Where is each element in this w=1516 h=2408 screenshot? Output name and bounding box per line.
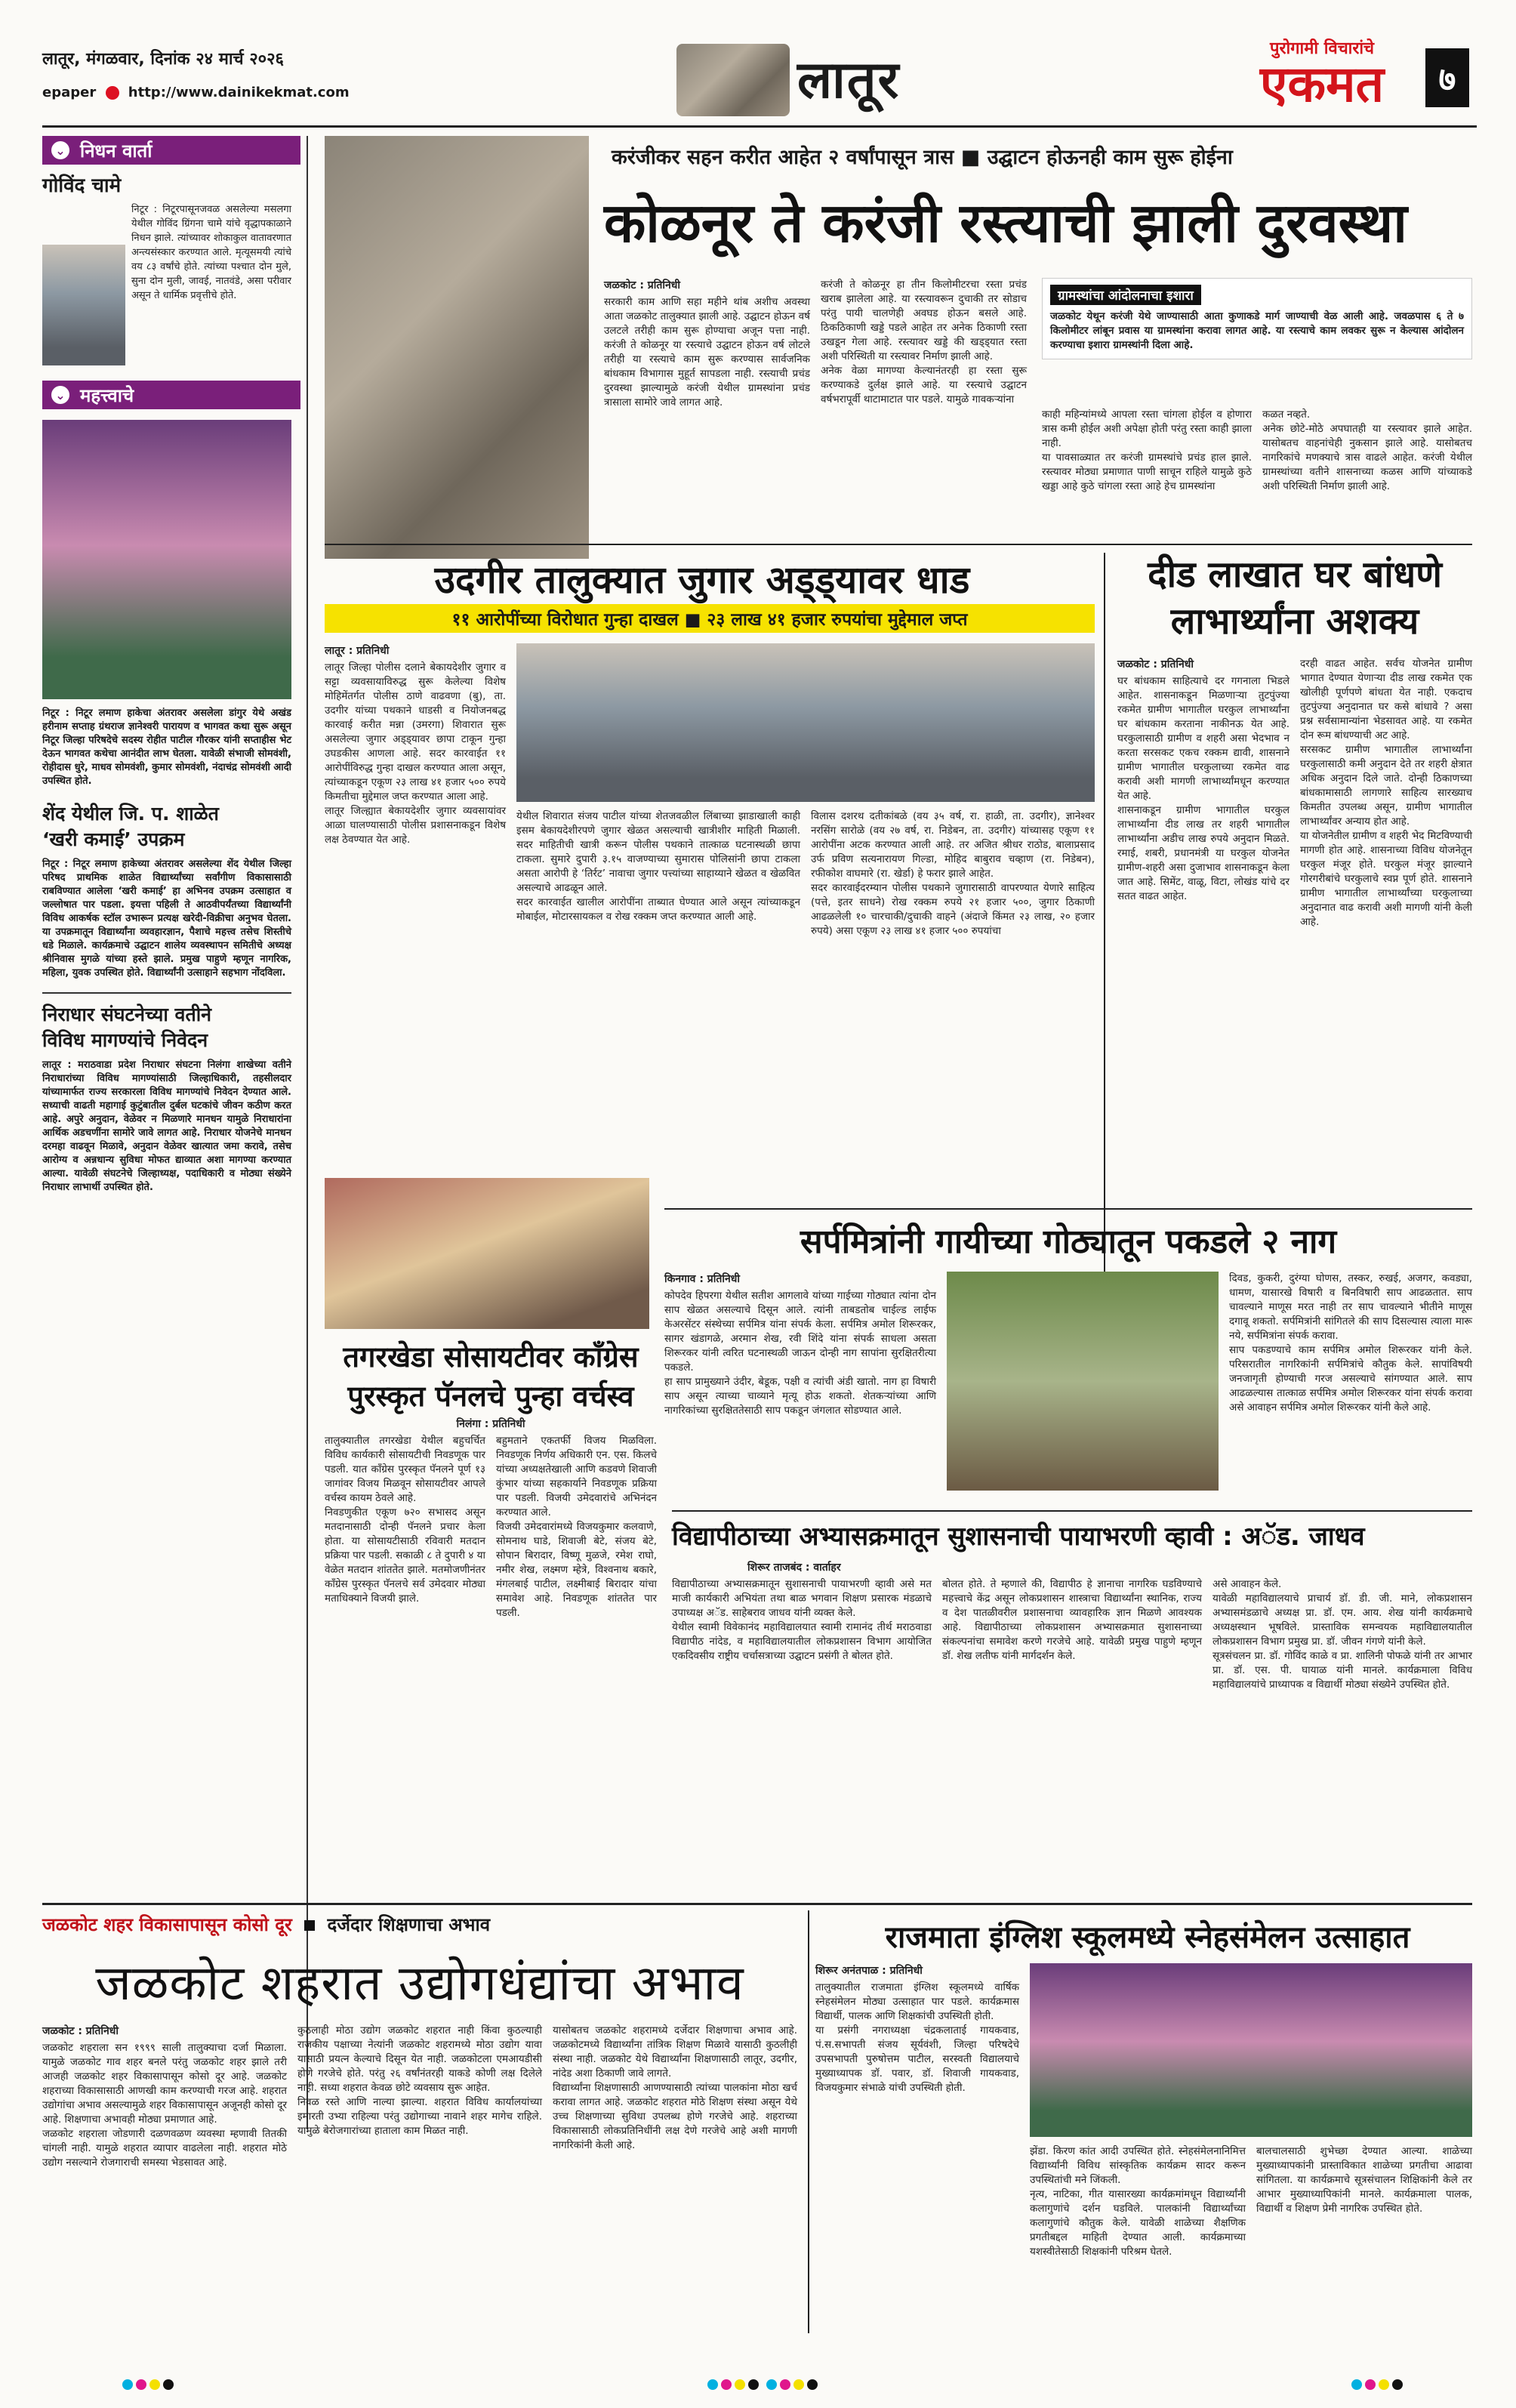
left-sidebar <box>42 136 308 2129</box>
industry-col2: कुठलाही मोठा उद्योग जळकोट शहरात नाही किंवा कुठल्याही राजकीय पक्षाच्या नेत्यांनी जळकोट शहरामध्ये मोठा उद्योग यावा यासाठी प्रयत्न केल्याचे दिसून येत नाही. जळकोटला एमआयडीसी होणे गरजेचे होते. परंतु २६ वर्षांनंतरही याकडे कोणी लक्ष दिलेले नाही. सध्या शहरात केवळ छोटे व्यवसाय सुरू आहेत. निवळ रस्ते आणि नाल्या झाल्या. शहरात विविध कार्यालयांच्या इमारती उभ्या राहिल्या परंतु उद्योगाच्या नावाने शहर मागेच राहिले. यामुळे बेरोजगारांच्या हाताला काम मिळत नाही. <box>297 2024 542 2137</box>
school-byline: शिरूर अनंतपाळ : प्रतिनिधी <box>815 1965 923 1977</box>
page-number: ७ <box>1425 48 1469 107</box>
road-alert-title: ग्रामस्थांचा आंदोलनाचा इशारा <box>1050 285 1201 305</box>
kirtan-caption: निटूर : निटूर लमाण हाकेचा अंतरावर असलेला डांगुर येथे अखंड हरीनाम सप्ताह ग्रंथराज ज्ञानेश्वरी पारायण व भागवत कथा सुरू असून निटूर जिल्हा परिषदेचे सदस्य रोहीत पाटील गौरकर यांनी सप्ताहीस भेट देऊन भागवत कथेचा आनंदीत लाभ घेतला. यावेळी संभाजी सोमवंशी, रोहीदास धुरे, माधव सोमवंशी, कुमार सोमवंशी, नंदाचंद्र सोमवंशी आदी उपस्थित होते. <box>42 708 291 787</box>
masthead <box>42 36 1477 150</box>
university-col3: असे आवाहन केले. यावेळी महाविद्यालयाचे प्राचार्य डॉ. डी. जी. माने, लोकप्रशासन अभ्यासमंडळाचे अध्यक्ष प्रा. डॉ. एम. आय. शेख यांनी कार्यक्रमाचे अध्यक्षस्थान भूषविले. प्रास्ताविक समन्वयक महाविद्यालयातील लोकप्रशासन विभाग प्रमुख प्रा. डॉ. जीवन गंगणे यांनी केले. सूत्रसंचलन प्रा. डॉ. गोविंद काळे व प्रा. शालिनी पोफळे यांनी तर आभार प्रा. डॉ. एस. पी. घायाळ यांनी मानले. कार्यक्रमाला विविध महाविद्यालयांचे प्राध्यापक व विद्यार्थी मोठ्या संख्येने उपस्थित होते. <box>1212 1578 1472 1691</box>
industry-kicker <box>42 1912 797 1937</box>
epaper-label: epaper <box>42 85 97 100</box>
congress-byline: निलंगा : प्रतिनिधी <box>456 1418 525 1430</box>
school-headline: राजमाता इंग्लिश स्कूलमध्ये स्नेहसंमेलन उत्साहात <box>885 1920 1410 1955</box>
university-col1: विद्यापीठाच्या अभ्यासक्रमातून सुशासनाची पायाभरणी व्हावी असे मत माजी कार्यकारी अभियंता तथा बाळ भगवान शिक्षण प्रसारक मंडळाचे उपाध्यक्ष अॅड. साहेबराव जाधव यांनी व्यक्त केले. येथील स्वामी विवेकानंद महाविद्यालयात स्वामी रामानंद तीर्थ मराठवाडा विद्यापीठ नांदेड, व महाविद्यालयातील लोकप्रशासन विभाग आयोजित एकदिवसीय राष्ट्रीय चर्चासत्राच्या उद्घाटन प्रसंगी ते बोलत होते. <box>672 1578 932 1662</box>
road-col1: सरकारी काम आणि सहा महीने थांब अशीच अवस्था आता जळकोट तालुक्यात झाली आहे. उद्घाटन होऊन वर्ष उलटले तरीही काम सुरू होण्याचा अजून पत्ता नाही. करंजी ते कोळनूर या रस्त्याचे उद्घाटन होऊन वर्ष लोटले तरीही या रस्त्याचे काम सुरू करण्यास सार्वजनिक बांधकाम विभागास मुहूर्त सापडला नाही. रस्त्याची प्रचंड दुरवस्था झाल्यामुळे करंजी येथील ग्रामस्थांना प्रचंड त्रासाला सामोरे जावे लागत आहे. <box>604 296 810 409</box>
epaper-line <box>42 85 350 100</box>
congress-body <box>325 1417 657 1620</box>
gambling-col2: येथील शिवारात संजय पाटील यांच्या शेतजवळील लिंबाच्या झाडाखाली काही इसम बेकायदेशीरपणे जुगार खेळत असल्याची खात्रीशीर माहिती मिळाली. सदर माहितीची खात्री करून पोलीस पथकाने तात्काळ घटनास्थळी छापा टाकला. सुमारे दुपारी ३.१५ वाजण्याच्या सुमारास पोलिसांनी छापा टाकला असता आरोपी हे ‘तिर्रट’ नावाचा जुगार पत्त्यांच्या साहाय्याने खेळत व खेळवित असल्याचे आढळून आले. सदर कारवाईत खालील आरोपींना ताब्यात घेण्यात आले असून त्यांच्याकडून मोबाईल, मोटारसायकल व रोख रक्कम जप्त करण्यात आली आहे. <box>516 810 800 923</box>
school-event-photo <box>1030 1963 1472 2137</box>
congress-col2: बहुमताने एकतर्फी विजय मिळविला. निवडणूक निर्णय अधिकारी एन. एस. किलचे यांच्या अध्यक्षतेखाली आणि कडवणे शिवाजी कुंभार यांच्या सहकार्याने निवडणूक प्रक्रिया पार पडली. विजयी उमेदवारांचे अभिनंदन करण्यात आले. विजयी उमेदवारांमध्ये विजयकुमार कलवाणे, सोमनाथ घाडे, शिवाजी बेटे, संजय बेटे, सोपान बिरादार, विष्णू मुळजे, रमेश राघो, नमीर शेख, लक्ष्मण म्हेत्रे, विश्वनाथ बकारे, मंगलबाई पाटील, लक्ष्मीबाई बिरादार यांचा समावेश आहे. निवडणूक शांततेत पार पडली. <box>496 1435 657 1619</box>
industry-kicker-red: जळकोट शहर विकासापासून कोसो दूर <box>42 1914 292 1935</box>
kirtan-event-photo <box>42 420 291 699</box>
industry-col1: जळकोट शहराला सन १९९९ साली तालुक्याचा दर्जा मिळाला. यामुळे जळकोट गाव शहर बनले परंतु जळकोट शहर झाले तरी आजही जळकोट शहर विकासापासून कोसो दूर आहे. जळकोट शहराच्या विकासासाठी आणखी काम करण्याची गरज आहे. शहरात उद्योगांचा अभाव असल्यामुळे शहर विकासापासून अजूनही कोसो दूर आहे. शिक्षणाचा अभावही मोठ्या प्रमाणात आहे. जळकोट शहराला जोडणारी दळणवळण व्यवस्था म्हणावी तितकी चांगली नाही. यामुळे शहरात व्यापार वाढलेला नाही. शहरात मोठे उद्योग नसल्याने रोजगाराची समस्या भेडसावत आहे. <box>42 2042 287 2169</box>
color-dots-left <box>121 2379 175 2393</box>
school-body <box>815 1963 1472 2259</box>
road-body <box>604 278 1027 410</box>
demand-heading-line1: निराधार संघटनेच्या वतीने <box>42 1004 212 1025</box>
brand-name: एकमत <box>1259 55 1385 113</box>
road-body-right <box>1042 408 1472 494</box>
registration-marks <box>121 2379 1404 2393</box>
gambling-byline: लातूर : प्रतिनिधी <box>325 645 390 657</box>
city-title: लातूर <box>797 51 901 110</box>
obituary-heading-label: निधन वार्ता <box>80 140 153 162</box>
road-byline: जळकोट : प्रतिनिधी <box>604 279 681 291</box>
university-col2: बोलत होते. ते म्हणाले की, विद्यापीठ हे ज्ञानाचा नागरिक घडविण्याचे महत्त्वाचे केंद्र असून लोकप्रशासन शास्त्राचा विद्यार्थ्यांना स्थानिक, राज्य व देश पातळीवरील प्रशासनाचा व्यावहारिक ज्ञान मिळणे आवश्यक आहे. विद्यापीठाच्या लोकप्रशासन अभ्यासक्रमात सुशासनाच्या संकल्पनांचा समावेश करणे गरजेचे आहे. यावेळी प्रमुख पाहुणे म्हणून डॉ. शेख लतीफ यांनी मार्गदर्शन केले. <box>942 1578 1202 1662</box>
section-divider <box>325 544 1472 545</box>
snake-byline: किनगाव : प्रतिनिधी <box>664 1273 740 1285</box>
snake-rescue-photo <box>947 1272 1219 1491</box>
school-col1: तालुक्यातील राजमाता इंग्लिश स्कूलमध्ये वार्षिक स्नेहसंमेलन मोठ्या उत्साहात पार पडले. कार्यक्रमास विद्यार्थी, पालक आणि शिक्षकांची उपस्थिती होती. या प्रसंगी नगराध्यक्षा चंद्रकलाताई गायकवाड, पं.स.सभापती संजय सूर्यवंशी, जिल्हा परिषदेचे उपसभापती पुरुषोत्तम पाटील, सरस्वती विद्यालयाचे मुख्याध्यापक डॉ. पवार, डॉ. शिवाजी गायकवाड, विजयकुमार संभाळे यांची उपस्थिती होती. <box>815 1981 1019 2094</box>
university-byline: शिरूर ताजबंद : वार्ताहर <box>747 1562 841 1574</box>
snake-col2: दिवड, कुकरी, दुरंग्या घोणस, तस्कर, रुखई, अजगर, कवड्या, धामण, यासारखे विषारी व बिनविषारी साप आढळतात. साप चावल्याने माणूस मरत नाही तर साप चावल्याने भीतीने माणूस दगावू शकतो. सर्पमित्रांनी सांगितले की साप दिसल्यास त्याला मारू नये, सर्पमित्रांना संपर्क करावा. साप पकडण्याचे काम सर्पमित्र अमोल शिरूरकर यांनी केले. परिसरातील नागरिकांनी सर्पमित्रांचे कौतुक केले. सापांविषयी जनजागृती होण्याची गरज असल्याचे सांगण्यात आले. साप आढळल्यास तात्काळ सर्पमित्र अमोल शिरूरकर यांना संपर्क करावा असे आवाहन सर्पमित्र अमोल शिरूरकर यांनी केले आहे. <box>1229 1272 1472 1414</box>
road-alert-text: जळकोट येथून करंजी येथे जाण्यासाठी आता कुणाकडे मार्ग जाण्याची वेळ आली आहे. जवळपास ६ ते ७ किलोमीटर लांबून प्रवास या ग्रामस्थांना करावा लागत आहे. या रस्त्याचे काम लवकर सुरू न केल्यास आंदोलन करण्याचा इशारा ग्रामस्थांनी दिला आहे. <box>1050 310 1464 351</box>
university-body <box>672 1560 1472 1692</box>
congress-victory-photo <box>325 1178 649 1329</box>
gambling-banner: ११ आरोपींच्या विरोधात गुन्हा दाखल ■ २३ लाख ४१ हजार रुपयांचा मुद्देमाल जप्त <box>325 604 1095 633</box>
industry-byline: जळकोट : प्रतिनिधी <box>42 2025 119 2037</box>
congress-headline-line1: तगरखेडा सोसायटीवर काँग्रेस <box>343 1340 639 1374</box>
gambling-body <box>325 643 1095 939</box>
damaged-road-photo <box>325 136 589 559</box>
road-alert-box <box>1042 278 1472 359</box>
gambling-col3: विलास दशरथ दतीकांबळे (वय ३५ वर्ष, रा. हाळी, ता. उदगीर), ज्ञानेश्वर नरसिंग सारोळे (वय २७ वर्ष, रा. निडेबन, ता. उदगीर) यांच्यासह एकूण ११ आरोपींना अटक करण्यात आली आहे. तर अजित श्रीधर राठोड, बालाप्रसाद उर्फ प्रविण सत्यनारायण गिल्डा, मोहिद बाबुराव चव्हाण (रा. निडेबन), रफीकोश वाघमारे (रा. खेर्डा) हे फरार झाले आहेत. सदर कारवाईदरम्यान पोलीस पथकाने जुगारासाठी वापरण्यात येणारे साहित्य (पत्ते, इतर साधने) रोख रक्कम रुपये २१ हजार ५००, जुगार ठिकाणी आढळलेली १० चारचाकी/दुचाकी वाहने (अंदाजे किंमत २३ लाख, २० हजार रुपये) असा एकूण २३ लाख ४१ हजार ५०० रुपयांचा <box>811 810 1095 937</box>
road-headline: कोळनूर ते करंजी रस्त्याची झाली दुरवस्था <box>604 191 1407 254</box>
section-divider <box>42 1903 1472 1905</box>
section-divider <box>664 1208 1472 1210</box>
date-line: लातूर, मंगळवार, दिनांक २४ मार्च २०२६ <box>42 50 285 69</box>
school-heading-line2: ‘खरी कमाई’ उपक्रम <box>42 828 185 850</box>
snake-body <box>664 1272 1472 1491</box>
color-dots-center <box>706 2379 818 2393</box>
snake-headline: सर्पमित्रांनी गायीच्या गोठ्यातून पकडले २ नाग <box>800 1222 1337 1261</box>
obituary-name: गोविंद चामे <box>42 174 122 197</box>
housing-col2: दरही वाढत आहेत. सर्वच योजनेत ग्रामीण भागात देण्यात येणाऱ्या दीड लाख रकमेत एक खोलीही पूर्णपणे बांधता येत नाही. एकदाच तुटपुंज्या अनुदानात घर कसे बांधावे ? असा प्रश्न सर्वसामान्यांना भेडसावत आहे. या रकमेत दोन रूम बांधण्याची अट आहे. सरसकट ग्रामीण भागातील लाभार्थ्यांना घरकुलासाठी कमी अनुदान देते तर शहरी क्षेत्रात अधिक अनुदान दिले जाते. दोन्ही ठिकाणच्या बांधकामासाठी लागणारे साहित्य सारख्याच किमतीत उपलब्ध असून, ग्रामीण भागातील लाभार्थ्यांवर अन्याय होत आहे. या योजनेतील ग्रामीण व शहरी भेद मिटविण्याची मागणी होत आहे. शासनाच्या विविध योजनेतून घरकुल मंजूर होते. घरकुल मंजूर झाल्याने गोरगरीबांचे घरकुलाचे स्वप्न पूर्ण होते. शासनाने ग्रामीण भागातील लाभार्थ्यांच्या घरकुलाच्या अनुदानात वाढ करावी अशी मागणी यांनी केली आहे. <box>1300 658 1472 928</box>
kicker-separator <box>304 1920 315 1931</box>
important-heading-label: महत्त्वाचे <box>80 384 134 406</box>
city-emblem-image <box>676 44 790 116</box>
road-col4: कळत नव्हते. अनेक छोटे-मोठे अपघातही या रस्त्यावर झाले आहेत. यासोबतच वाहनांचेही नुकसान झाले आहे. यासोबतच नागरिकांचे मणक्याचे त्रास वाढले आहेत. करंजी येथील ग्रामस्थांच्या वतीने शासनाच्या कळस आणि यांच्याकडे अशी परिस्थिती निर्माण झाली आहे. <box>1262 409 1472 492</box>
chevron-down-icon: ⌄ <box>51 386 69 404</box>
school-text: निटूर : निटूर लमाण हाकेच्या अंतरावर असलेल्या शेंद येथील जिल्हा परिषद प्राथमिक शाळेत विद्यार्थ्यांच्या सर्वांगीण विकासासाठी राबविण्यात आलेला ‘खरी कमाई’ हा अभिनव उपक्रम उत्साहात व जल्लोषात पार पडला. इयत्ता पहिली ते आठवीपर्यंतच्या विद्यार्थ्यांनी विविध आकर्षक स्टॉल उभारून प्रत्यक्ष खरेदी-विक्रीचा अनुभव घेतला. या उपक्रमातून विद्यार्थ्यांना व्यवहारज्ञान, पैशाचे महत्त्व तसेच शिस्तीचे धडे मिळाले. कार्यक्रमाचे उद्घाटन शालेय व्यवस्थापन समितीचे अध्यक्ष श्रीनिवास मुगळे यांच्या हस्ते झाले. प्रमुख पाहुणे म्हणून नागरिक, महिला, युवक उपस्थित होते. विद्यार्थ्यांनी उत्साहाने सहभाग नोंदविला. <box>42 859 291 979</box>
seized-vehicles-photo <box>516 643 1095 802</box>
congress-headline <box>325 1337 657 1415</box>
school-col3: बालचालसाठी शुभेच्छा देण्यात आल्या. शाळेच्या मुख्याध्यापकांनी प्रास्ताविकात शाळेच्या प्रगतीचा आढावा सांगितला. या कार्यक्रमाचे सूत्रसंचालन शिक्षिकांनी केले तर आभार मुख्याध्यापिकांनी मानले. कार्यक्रमाला पालक, विद्यार्थी व शिक्षण प्रेमी नागरिक उपस्थित होते. <box>1256 2145 1472 2215</box>
column-divider <box>808 1910 809 2333</box>
demand-heading-line2: विविध मागण्यांचे निवेदन <box>42 1029 208 1051</box>
brand-logo <box>1228 36 1416 119</box>
important-heading <box>42 381 300 409</box>
school-heading-line1: शेंद येथील जि. प. शाळेत <box>42 803 219 825</box>
housing-col1: घर बांधकाम साहित्याचे दर गगनाला भिडले आहेत. शासनाकडून मिळणाऱ्या तुटपुंज्या रकमेत ग्रामीण भागातील घरकुल लाभार्थ्यांना घर बांधकाम करताना नाकीनऊ येत आहे. घरकुलासाठी ग्रामीण व शहरी असा भेदभाव न करता सरसकट एकच रक्कम द्यावी, शासनाने ग्रामीण भागातील घरकुलाच्या रकमेत वाढ करावी अशी मागणी लाभार्थ्यांमधून करण्यात येत आहे. शासनाकडून ग्रामीण भागातील घरकुल लाभार्थ्यांना दीड लाख तर शहरी भागातील लाभार्थ्यांना अडीच लाख रुपये अनुदान मिळते. रमाई, शबरी, प्रधानमंत्री या घरकुल योजनेत ग्रामीण-शहरी असा दुजाभाव शासनाकडून केला जात आहे. सिमेंट, वाळू, विटा, लोखंड यांचे दर सतत वाढत आहेत. <box>1117 675 1290 902</box>
column-divider <box>1104 553 1105 1308</box>
road-col3: काही महिन्यांमध्ये आपला रस्ता चांगला होईल व होणारा त्रास कमी होईल अशी अपेक्षा होती परंतु रस्ता काही झाला नाही. या पावसाळ्यात तर करंजी ग्रामस्थांचे प्रचंड हाल झाले. रस्त्यावर मोठ्या प्रमाणात पाणी साचून राहिले यामुळे कुठे खड्डा आहे कुठे चांगला रस्ता आहे हेच ग्रामस्थांना <box>1042 409 1252 492</box>
snake-col1: कोपदेव हिपरगा येथील सतीश आगलावे यांच्या गाईच्या गोठ्यात त्यांना दोन साप खेळत असल्याचे दिसून आले. त्यांनी ताबडतोब चाईल्ड लाईफ केअरसेंटर संस्थेच्या सर्पमित्र यांना संपर्क केला. सर्पमित्र अमोल शिरूरकर, सागर खंडागळे, अरमान शेख, रवी शिंदे यांना संपर्क साधला असता शिरूरकर यांनी त्वरित घटनास्थळी जाऊन दोन्ही नाग सापांना सुरक्षितरीत्या पकडले. हा साप प्रामुख्याने उंदीर, बेडूक, पक्षी व त्यांची अंडी खातो. नाग हा विषारी साप असून त्याच्या चाव्याने मृत्यू होऊ शकतो. शेतकऱ्यांच्या आणि नागरिकांच्या सुरक्षिततेसाठी साप पकडून जंगलात सोडण्यात आले. <box>664 1290 936 1417</box>
housing-byline: जळकोट : प्रतिनिधी <box>1117 658 1194 671</box>
gambling-col1: लातूर जिल्हा पोलीस दलाने बेकायदेशीर जुगार व सट्टा व्यवसायाविरुद्ध सुरू केलेल्या विशेष मोहिमेंतर्गत पोलीस ठाणे वाढवणा (बु), ता. उदगीर यांच्या पथकाने धाडसी व नियोजनबद्ध कारवाई करीत मन्ना (उमरगा) शिवारात सुरू असलेल्या जुगार अड्ड्यावर छापा टाकून गुन्हा उघडकीस आणला आहे. सदर कारवाईत ११ आरोपींविरुद्ध गुन्हा दाखल करण्यात आला असून, त्यांच्याकडून एकूण २३ लाख ४१ हजार ५०० रुपये किमतीचा मुद्देमाल जप्त करण्यात आला आहे. लातूर जिल्ह्यात बेकायदेशीर जुगार व्यवसायांवर आळा घालण्यासाठी पोलीस प्रशासनाकडून विशेष लक्ष ठेवण्यात येत आहे. <box>325 661 506 846</box>
chevron-down-icon: ⌄ <box>51 141 69 159</box>
obituary-heading <box>42 136 300 165</box>
color-dots-right <box>1350 2379 1404 2393</box>
obituary-text: निटूर : निटूरपासूनजवळ असलेल्या मसलगा येथील गोविंद ग्रिंगना चामे यांचे वृद्धापकाळाने निधन झाले. त्यांच्यावर शोकाकुल वातावरणात अन्त्यसंस्कार करण्यात आले. मृत्यूसमयी त्यांचे वय ८३ वर्षांचे होते. त्यांच्या पश्चात दोन मुले, सुना दोन मुली, जावई, नातवंडे, असा परीवार असून ते धार्मिक प्रवृत्तीचे होते. <box>131 204 291 301</box>
gambling-headline: उदगीर तालुक्यात जुगार अड्ड्यावर धाड <box>434 558 970 602</box>
obituary-photo <box>42 245 125 365</box>
globe-icon <box>106 86 119 100</box>
industry-kicker-rest: दर्जेदार शिक्षणाचा अभाव <box>327 1914 491 1935</box>
housing-headline: दीड लाखात घर बांधणे लाभार्थ्यांना अशक्य <box>1148 553 1442 643</box>
brand-tagline: पुरोगामी विचारांचे <box>1269 39 1375 58</box>
road-col2: करंजी ते कोळनूर हा तीन किलोमीटरचा रस्ता प्रचंड खराब झालेला आहे. या रस्त्यावरून दुचाकी तर सोडाच परंतु पायी चालणेही अवघड होऊन बसले आहे. ठिकठिकाणी खड्डे पडले आहेत तर अनेक ठिकाणी रस्ता उखडून गेला आहे. रस्त्यावर खड्डे की खड्ड्यात रस्ता अशी परिस्थिती या रस्त्यावर निर्माण झाली आहे. अनेक वेळा मागण्या केल्यानंतरही हा रस्ता सुरू करण्याकडे दुर्लक्ष झाले आहे. या रस्त्याचे उद्घाटन वर्षभरापूर्वी थाटामाटात पार पडले. यामुळे गावकऱ्यांना <box>821 279 1027 405</box>
industry-body <box>42 2024 797 2170</box>
school-col2: झेंडा. किरण कांत आदी उपस्थित होते. स्नेहसंमेलनानिमित्त विद्यार्थ्यांनी विविध सांस्कृतिक कार्यक्रम सादर करून उपस्थितांची मने जिंकली. नृत्य, नाटिका, गीत यासारख्या कार्यक्रमांमधून विद्यार्थ्यांनी कलागुणांचे दर्शन घडविले. पालकांनी विद्यार्थ्यांच्या कलागुणांचे कौतुक केले. यावेळी शाळेच्या शैक्षणिक प्रगतीबद्दल माहिती देण्यात आली. कार्यक्रमाच्या यशस्वीतेसाठी शिक्षकांनी परिश्रम घेतले. <box>1030 2145 1246 2258</box>
industry-headline: जळकोट शहरात उद्योगधंद्यांचा अभाव <box>95 1956 744 2012</box>
housing-body <box>1117 657 1472 930</box>
congress-col1: तालुक्यातील तगरखेडा येथील बहुचर्चित विविध कार्यकारी सोसायटीची निवडणूक पार पडली. यात काँग्रेस पुरस्कृत पॅनलने पूर्ण १३ जागांवर विजय मिळवून सोसायटीवर आपले वर्चस्व कायम ठेवले आहे. निवडणुकीत एकूण ७२० सभासद असून मतदानासाठी दोन्ही पॅनलने प्रचार केला होता. या सोसायटीसाठी रविवारी मतदान प्रक्रिया पार पडली. सकाळी ८ ते दुपारी ४ या वेळेत मतदान शांततेत झाले. मतमोजणीनंतर काँग्रेस पुरस्कृत पॅनलचे सर्व उमेदवार मोठ्या मताधिक्याने विजयी झाले. <box>325 1435 485 1605</box>
university-headline: विद्यापीठाच्या अभ्यासक्रमातून सुशासनाची पायाभरणी व्हावी : अॅड. जाधव <box>672 1522 1365 1552</box>
demand-heading <box>42 992 291 1053</box>
road-kicker: करंजीकर सहन करीत आहेत २ वर्षांपासून त्रास ■ उद्घाटन होऊनही काम सुरू होईना <box>612 146 1233 169</box>
industry-col3: यासोबतच जळकोट शहरामध्ये दर्जेदार शिक्षणाचा अभाव आहे. जळकोटमध्ये विद्यार्थ्यांना तांत्रिक शिक्षण मिळावे यासाठी कुठलीही संस्था नाही. जळकोट येथे विद्यार्थ्यांना शिक्षणासाठी लातूर, उदगीर, नांदेड अशा ठिकाणी जावे लागते. विद्यार्थ्यांना शिक्षणासाठी आणण्यासाठी त्यांच्या पालकांना मोठा खर्च करावा लागत आहे. जळकोट शहरात मोठे शिक्षण संस्था असून येथे उच्च शिक्षणाच्या सुविधा उपलब्ध होणे गरजेचे आहे. शहराच्या विकासासाठी लोकप्रतिनिधींनी लक्ष देणे गरजेचे आहे अशी मागणी नागरिकांनी केली आहे. <box>553 2024 797 2151</box>
demand-text: लातूर : मराठवाडा प्रदेश निराधार संघटना निलंगा शाखेच्या वतीने निराधारांच्या विविध मागण्यांसाठी जिल्हाधिकारी, तहसीलदार यांच्यामार्फत राज्य सरकारला विविध मागण्यांचे निवेदन देण्यात आले. सध्याची वाढती महागाई कुटुंबातील दुर्बल घटकांचे जीवन कठीण करत आहे. अपुरे अनुदान, वेळेवर न मिळणारे मानधन यामुळे निराधारांना आर्थिक अडचणींना सामोरे जावे लागत आहे. निराधार योजनेचे मानधन दरमहा वाढवून मिळावे, अनुदान वेळेवर खात्यात जमा करावे, तसेच आरोग्य व अन्नधान्य सुविधा मोफत द्याव्यात अशा मागण्या करण्यात आल्या. यावेळी संघटनेचे जिल्हाध्यक्ष, पदाधिकारी व मोठ्या संख्येने निराधार लाभार्थी उपस्थित होते. <box>42 1059 291 1193</box>
school-heading <box>42 800 291 852</box>
section-divider <box>672 1510 1472 1512</box>
masthead-divider <box>42 125 1477 128</box>
congress-headline-line2: पुरस्कृत पॅनलचे पुन्हा वर्चस्व <box>347 1380 634 1413</box>
epaper-link[interactable]: http://www.dainikekmat.com <box>128 85 350 100</box>
